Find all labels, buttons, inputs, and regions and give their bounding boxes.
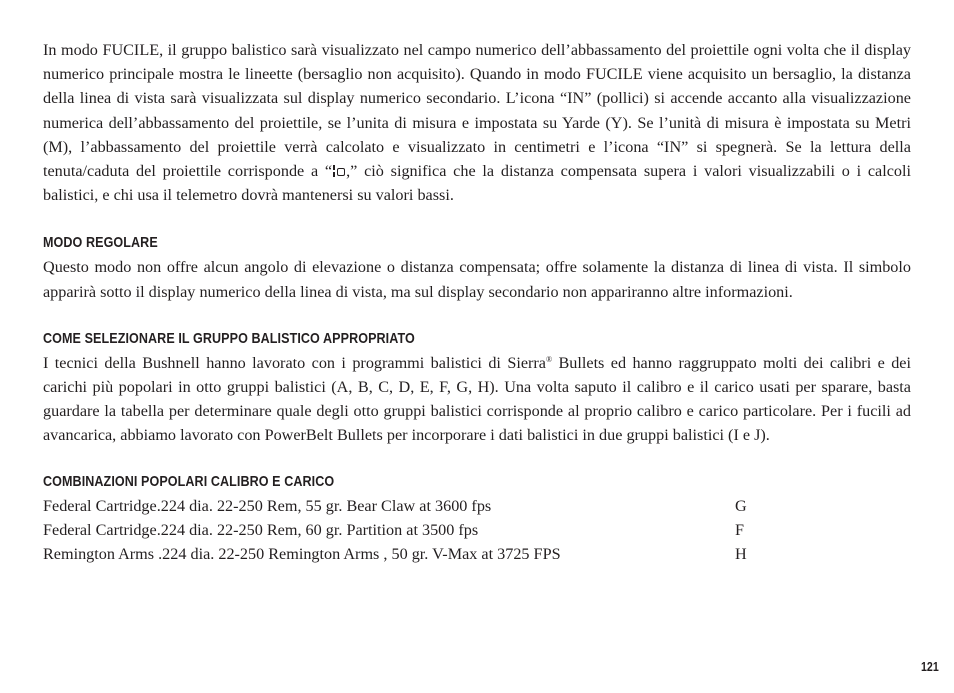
segment-display-out-of-range-icon xyxy=(332,165,346,177)
intro-paragraph xyxy=(43,38,911,207)
combination-description: Federal Cartridge.224 dia. 22-250 Rem, 60 gr. Partition at 3500 fps xyxy=(43,520,479,539)
section-heading-select-ballistic-group: COME SELEZIONARE IL GRUPPO BALISTICO APPROPRIATO xyxy=(43,330,415,347)
combination-group: G xyxy=(735,496,747,515)
combination-description: Federal Cartridge.224 dia. 22-250 Rem, 55 gr. Bear Claw at 3600 fps xyxy=(43,496,492,515)
registered-mark: ® xyxy=(546,354,553,364)
page-number: 121 xyxy=(921,660,939,674)
intro-text-after-icon: ,” ciò significa che la distanza compensata supera i valori visualizzabili o i calcoli balistici, e chi usa il telemetro dovrà mantenersi su valori bassi. xyxy=(43,162,911,205)
intro-text-before-icon: In modo FUCILE, il gruppo balistico sarà visualizzato nel campo numerico dell’abbassamento del proiettile ogni volta che il display numerico principale mostra le lineette (bersaglio non acquisito). Quando in modo FUCILE viene acquisito un bersaglio, la distanza della linea di vista sarà visualizzata sul display numerico secondario. L’icona “IN” (pollici) si accende accanto alla visualizzazione numerica dell’abbassamento del proiettile, se l’unita di misura e impostata su Yarde (Y). Se l’unità di misura è impostata su Metri (M), l’abbassamento del proiettile verrà calcolato e visualizzato in centimetri e l’icona “IN” si spegnerà. Se la lettura della tenuta/caduta del proiettile corrisponde a “ xyxy=(43,41,911,181)
combination-group: F xyxy=(735,520,745,539)
combination-description: Remington Arms .224 dia. 22-250 Remington Arms , 50 gr. V-Max at 3725 FPS xyxy=(43,545,561,564)
combination-group: H xyxy=(735,545,747,564)
select-group-text-before-mark: I tecnici della Bushnell hanno lavorato con i programmi balistici di Sierra xyxy=(43,353,546,372)
combination-row xyxy=(43,494,911,518)
combination-row xyxy=(43,542,911,566)
select-group-text-after-mark: Bullets ed hanno raggruppato molti dei calibri e dei carichi più popolari in otto gruppi balistici (A, B, C, D, E, F, G, H). Una volta saputo il calibro e il carico usati per sparare, basta guardare la tabella per determinare quale degli otto gruppi balistici corrisponde al proprio calibro e carico particolare. Per i fucili ad avancarica, abbiamo lavorato con PowerBelt Bullets per incorporare i dati balistici in due gruppi balistici (I e J). xyxy=(43,353,911,445)
combinations-list xyxy=(43,494,911,567)
manual-page xyxy=(43,38,911,566)
select-ballistic-group-paragraph xyxy=(43,351,911,448)
section-heading-regular-mode: MODO REGOLARE xyxy=(43,235,158,252)
regular-mode-paragraph: Questo modo non offre alcun angolo di elevazione o distanza compensata; offre solamente la distanza di linea di vista. Il simbolo apparirà sotto il display numerico della linea di vista, ma sul display secondario non appariranno altre informazioni. xyxy=(43,258,911,301)
combination-row xyxy=(43,518,911,542)
section-heading-popular-combinations: COMBINAZIONI POPOLARI CALIBRO E CARICO xyxy=(43,473,335,490)
